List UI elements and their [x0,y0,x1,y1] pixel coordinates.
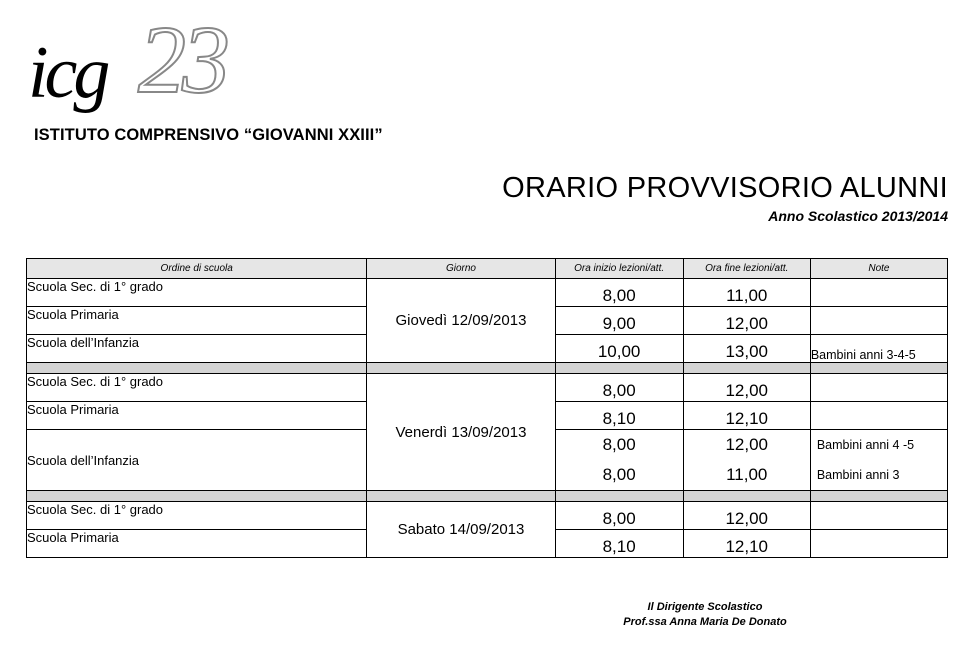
column-header-school-order: Ordine di scuola [27,259,367,279]
end-time-value: 11,00 [726,465,768,484]
column-header-day: Giorno [367,259,555,279]
start-time-cell: 8,00 [555,502,683,530]
note-cell: Bambini anni 3-4-5 [810,335,947,363]
separator-cell [367,363,555,374]
separator-cell [810,363,947,374]
separator-cell [367,491,555,502]
school-order-cell: Scuola dell’Infanzia [27,430,367,491]
end-time-value: 12,00 [725,435,769,454]
start-time-cell: 8,10 [555,530,683,558]
note-value: Bambini anni 4 -5 [816,438,915,452]
separator-cell [27,363,367,374]
logo-text: icg [28,32,107,114]
end-time-cell: 11,00 [683,279,810,307]
start-time-cell: 10,00 [555,335,683,363]
separator-cell [683,491,810,502]
day-cell: Giovedì 12/09/2013 [367,279,555,363]
start-time-value: 8,00 [602,435,636,454]
logo-number: 23 [138,6,226,113]
end-time-cell [683,430,810,491]
note-cell [810,279,947,307]
signature-role: Il Dirigente Scolastico [647,601,763,613]
table-row [27,502,948,530]
start-time-cell [555,430,683,491]
note-cell [810,402,947,430]
day-cell: Venerdì 13/09/2013 [367,374,555,491]
separator-cell [555,363,683,374]
note-cell [810,530,947,558]
signature-block [580,600,830,630]
school-order-cell: Scuola Sec. di 1° grado [27,502,367,530]
day-cell: Sabato 14/09/2013 [367,502,555,558]
school-order-cell: Scuola Sec. di 1° grado [27,374,367,402]
end-time-cell: 12,00 [683,307,810,335]
note-cell [810,430,947,491]
separator-cell [27,491,367,502]
document-title: ORARIO PROVVISORIO ALUNNI [502,172,948,204]
note-cell [810,374,947,402]
separator-cell [810,491,947,502]
school-order-cell: Scuola Primaria [27,402,367,430]
school-logo [28,6,278,114]
column-header-start-time: Ora inizio lezioni/att. [555,259,683,279]
start-time-cell: 9,00 [555,307,683,335]
column-header-end-time: Ora fine lezioni/att. [683,259,810,279]
end-time-cell: 12,10 [683,530,810,558]
table-header-row [27,259,948,279]
school-order-cell: Scuola Primaria [27,530,367,558]
signature-name: Prof.ssa Anna Maria De Donato [623,616,787,628]
end-time-cell: 12,10 [683,402,810,430]
table-row [27,374,948,402]
start-time-cell: 8,00 [555,279,683,307]
school-year: Anno Scolastico 2013/2014 [768,208,948,224]
separator-cell [683,363,810,374]
note-cell [810,307,947,335]
start-time-value: 8,00 [602,465,636,484]
start-time-cell: 8,00 [555,374,683,402]
column-header-notes: Note [810,259,947,279]
schedule-table [26,258,948,558]
separator-cell [555,491,683,502]
start-time-cell: 8,10 [555,402,683,430]
separator-row [27,363,948,374]
end-time-cell: 12,00 [683,502,810,530]
end-time-cell: 13,00 [683,335,810,363]
table-row [27,279,948,307]
end-time-cell: 12,00 [683,374,810,402]
school-order-cell: Scuola Sec. di 1° grado [27,279,367,307]
school-order-cell: Scuola Primaria [27,307,367,335]
note-value: Bambini anni 3 [816,468,900,482]
note-cell [810,502,947,530]
school-order-cell: Scuola dell’Infanzia [27,335,367,363]
school-name: ISTITUTO COMPRENSIVO “GIOVANNI XXIII” [34,126,383,144]
separator-row [27,491,948,502]
